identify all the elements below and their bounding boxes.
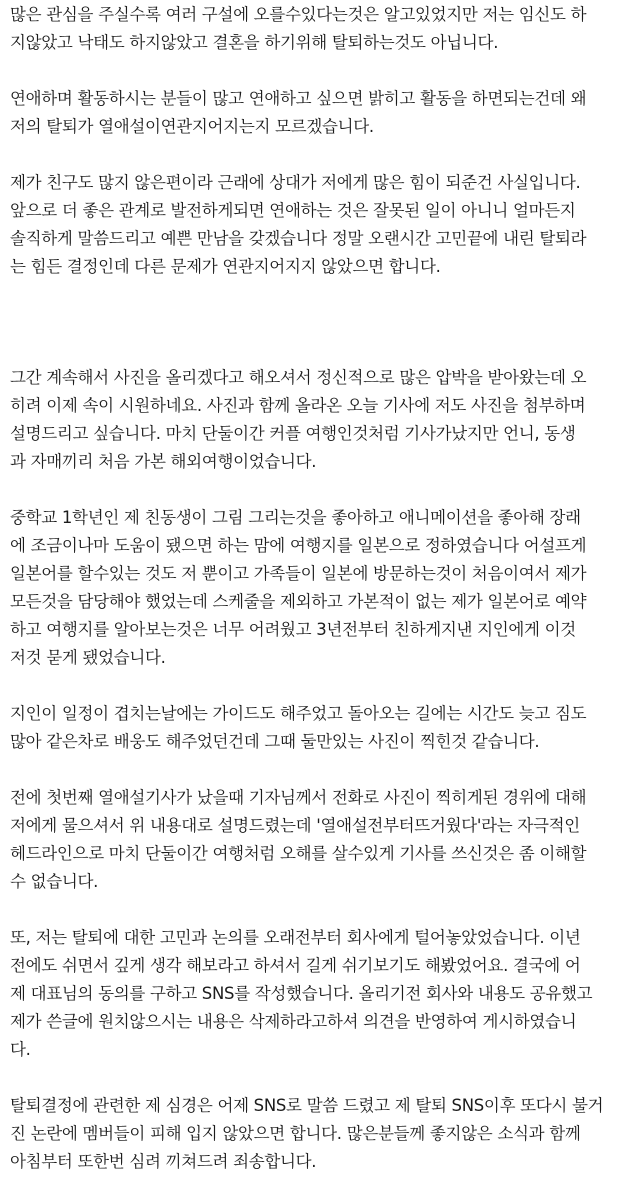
text-line: 많은 관심을 주실수록 여러 구설에 오를수있다는것은 알고있었지만 저는 임신도 하 xyxy=(10,5,587,24)
text-line: 솔직하게 말씀드리고 예쁜 만남을 갖겠습니다 정말 오랜시간 고민끝에 내린 탈퇴라 xyxy=(10,229,587,248)
text-line: 설명드리고 싶습니다. 마치 단둘이간 커플 여행인것처럼 기사가났지만 언니, 동생 xyxy=(10,424,576,443)
section-gap xyxy=(10,281,618,364)
text-line: 저에게 물으셔서 위 내용대로 설명드렸는데 '열애설전부터뜨거웠다'라는 자극적인 xyxy=(10,816,580,835)
paragraph-gap xyxy=(10,57,618,85)
text-line: 그간 계속해서 사진을 올리겠다고 해오셔서 정신적으로 많은 압박을 받아왔는데 오 xyxy=(10,368,587,387)
paragraph-gap xyxy=(10,476,618,504)
text-line: 중학교 1학년인 제 친동생이 그림 그리는것을 좋아하고 애니메이션을 좋아해 장래 xyxy=(10,508,581,527)
text-line: 전에도 쉬면서 깊게 생각 해보라고 하셔서 길게 쉬기보기도 해봤었어요. 결국에 어 xyxy=(10,956,581,975)
text-line: 제가 친구도 많지 않은편이라 근래에 상대가 저에게 많은 힘이 되준건 사실입니다. xyxy=(10,173,581,192)
paragraph-gap xyxy=(10,1064,618,1092)
document-body xyxy=(10,1,618,1176)
text-line: 앞으로 더 좋은 관계로 발전하게되면 연애하는 것은 잘못된 일이 아니니 얼마든지 xyxy=(10,201,576,220)
paragraph-gap xyxy=(10,896,618,924)
paragraph-6 xyxy=(10,700,618,756)
paragraph-4 xyxy=(10,364,618,476)
text-line: 히려 이제 속이 시원하네요. 사진과 함께 올라온 오늘 기사에 저도 사진을 첨부하며 xyxy=(10,396,586,415)
text-line: 저의 탈퇴가 열애설이연관지어지는지 모르겠습니다. xyxy=(10,117,374,136)
text-line: 헤드라인으로 마치 단둘이간 여행처럼 오해를 살수있게 기사를 쓰신것은 좀 이해할 xyxy=(10,844,587,863)
paragraph-8 xyxy=(10,924,618,1064)
text-line: 아침부터 또한번 심려 끼쳐드려 죄송합니다. xyxy=(10,1152,317,1171)
text-line: 에 조금이나마 도움이 됐으면 하는 맘에 여행지를 일본으로 정하였습니다 어설프게 xyxy=(10,536,587,555)
text-line: 제 대표님의 동의를 구하고 SNS를 작성했습니다. 올리기전 회사와 내용도 공유했고 xyxy=(10,984,593,1003)
text-line: 수 없습니다. xyxy=(10,872,99,891)
text-line: 많아 같은차로 배웅도 해주었던건데 그때 둘만있는 사진이 찍힌것 같습니다. xyxy=(10,732,540,751)
text-line: 하고 여행지를 알아보는것은 너무 어려웠고 3년전부터 친하게지낸 지인에게 이것 xyxy=(10,620,576,639)
paragraph-5 xyxy=(10,504,618,672)
text-line: 모든것을 담당해야 했었는데 스케줄을 제외하고 가본적이 없는 제가 일본어로 예약 xyxy=(10,592,587,611)
paragraph-7 xyxy=(10,784,618,896)
paragraph-3 xyxy=(10,169,618,281)
text-line: 저것 묻게 됐었습니다. xyxy=(10,648,166,667)
text-line: 는 힘든 결정인데 다른 문제가 연관지어지지 않았으면 합니다. xyxy=(10,257,441,276)
text-line: 제가 쓴글에 원치않으시는 내용은 삭제하라고하셔 의견을 반영하여 게시하였습니 xyxy=(10,1012,577,1031)
paragraph-gap xyxy=(10,141,618,169)
text-line: 또, 저는 탈퇴에 대한 고민과 논의를 오래전부터 회사에게 털어놓았었습니다. 이년 xyxy=(10,928,581,947)
text-line: 탈퇴결정에 관련한 제 심경은 어제 SNS로 말씀 드렸고 제 탈퇴 SNS이후 또다시 불거 xyxy=(10,1096,604,1115)
text-line: 지않았고 낙태도 하지않았고 결혼을 하기위해 탈퇴하는것도 아닙니다. xyxy=(10,33,499,52)
text-line: 다. xyxy=(10,1040,31,1059)
paragraph-2 xyxy=(10,85,618,141)
text-line: 지인이 일정이 겹치는날에는 가이드도 해주었고 돌아오는 길에는 시간도 늦고 짐도 xyxy=(10,704,587,723)
text-line: 진 논란에 멤버들이 피해 입지 않았으면 합니다. 많은분들께 좋지않은 소식과 함께 xyxy=(10,1124,581,1143)
text-line: 연애하며 활동하시는 분들이 많고 연애하고 싶으면 밝히고 활동을 하면되는건데 왜 xyxy=(10,89,587,108)
paragraph-9 xyxy=(10,1092,618,1176)
text-line: 일본어를 할수있는 것도 저 뿐이고 가족들이 일본에 방문하는것이 처음이여서 제가 xyxy=(10,564,587,583)
text-line: 전에 첫번째 열애설기사가 났을때 기자님께서 전화로 사진이 찍히게된 경위에 대해 xyxy=(10,788,587,807)
paragraph-1 xyxy=(10,1,618,57)
paragraph-gap xyxy=(10,672,618,700)
paragraph-gap xyxy=(10,756,618,784)
text-line: 과 자매끼리 처음 가본 해외여행이었습니다. xyxy=(10,452,317,471)
